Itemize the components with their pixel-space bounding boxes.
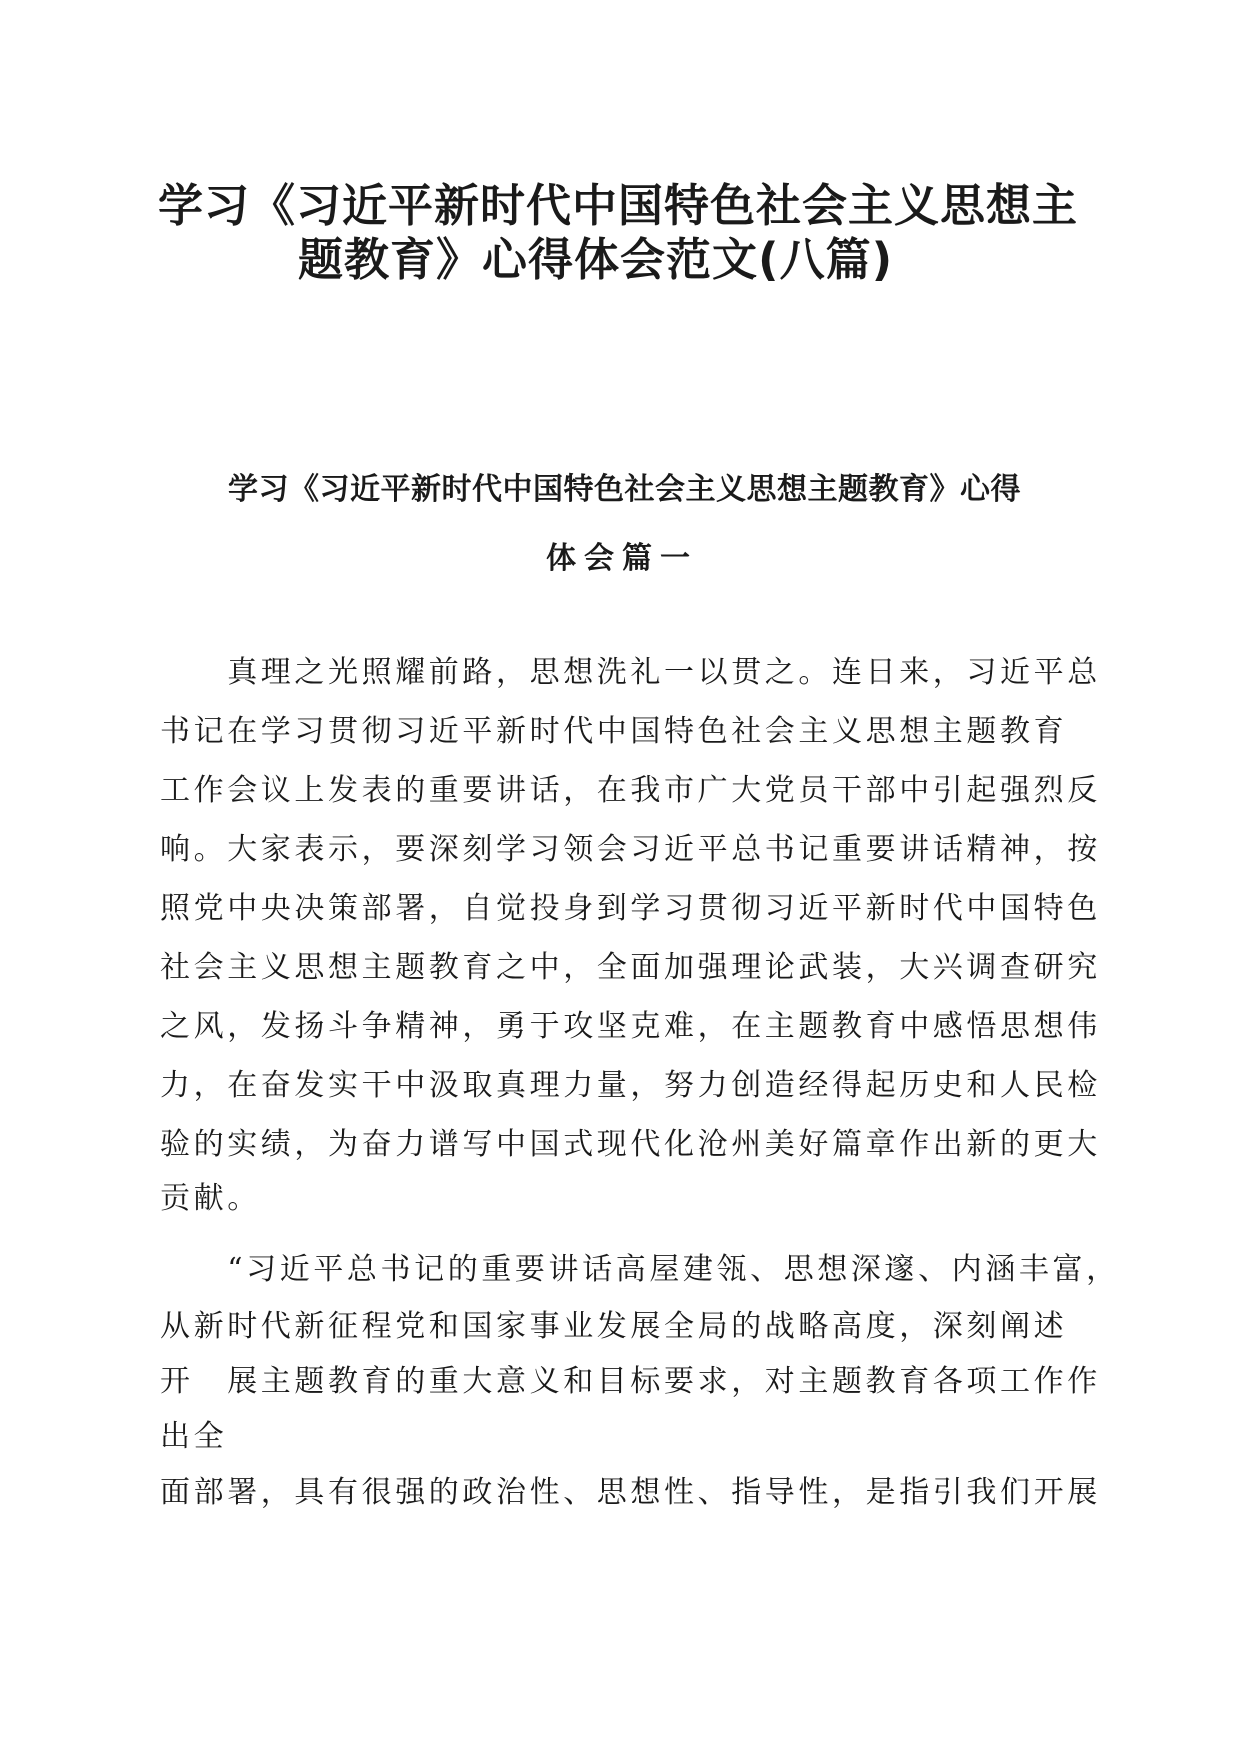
body-line-15: 面部署，具有很强的政治性、思想性、指导性，是指引我们开展 — [160, 1475, 1101, 1510]
body-line-5: 照党中央决策部署，自觉投身到学习贯彻习近平新时代中国特色 — [160, 891, 1101, 926]
section-title-line-2: 体会篇一 — [546, 541, 698, 576]
body-line-7: 之风，发扬斗争精神，勇于攻坚克难，在主题教育中感悟思想伟 — [160, 1009, 1101, 1044]
body-line-13: 开 展主题教育的重大意义和目标要求，对主题教育各项工作作 — [160, 1364, 1101, 1399]
body-line-4: 响。大家表示，要深刻学习领会习近平总书记重要讲话精神，按 — [160, 832, 1101, 867]
body-line-6: 社会主义思想主题教育之中，全面加强理论武装，大兴调查研究 — [160, 950, 1101, 985]
document-title-line-2: 题教育》心得体会范文(八篇) — [298, 233, 894, 286]
body-line-9: 验的实绩，为奋力谱写中国式现代化沧州美好篇章作出新的更大 — [160, 1127, 1101, 1162]
body-line-1: 真理之光照耀前路，思想洗礼一以贯之。连日来，习近平总 — [160, 655, 1101, 690]
document-title-line-1: 学习《习近平新时代中国特色社会主义思想主 — [158, 179, 1079, 232]
body-line-14: 出全 — [160, 1419, 228, 1454]
body-line-10: 贡献。 — [160, 1181, 261, 1216]
body-line-11: “习近平总书记的重要讲话高屋建瓴、思想深邃、内涵丰富， — [160, 1252, 1120, 1287]
section-title-line-1: 学习《习近平新时代中国特色社会主义思想主题教育》心得 — [228, 472, 1021, 507]
body-line-2: 书记在学习贯彻习近平新时代中国特色社会主义思想主题教育 — [160, 714, 1068, 749]
body-line-3: 工作会议上发表的重要讲话，在我市广大党员干部中引起强烈反 — [160, 773, 1101, 808]
body-line-12: 从新时代新征程党和国家事业发展全局的战略高度，深刻阐述 — [160, 1309, 1068, 1344]
body-line-8: 力，在奋发实干中汲取真理力量，努力创造经得起历史和人民检 — [160, 1068, 1101, 1103]
